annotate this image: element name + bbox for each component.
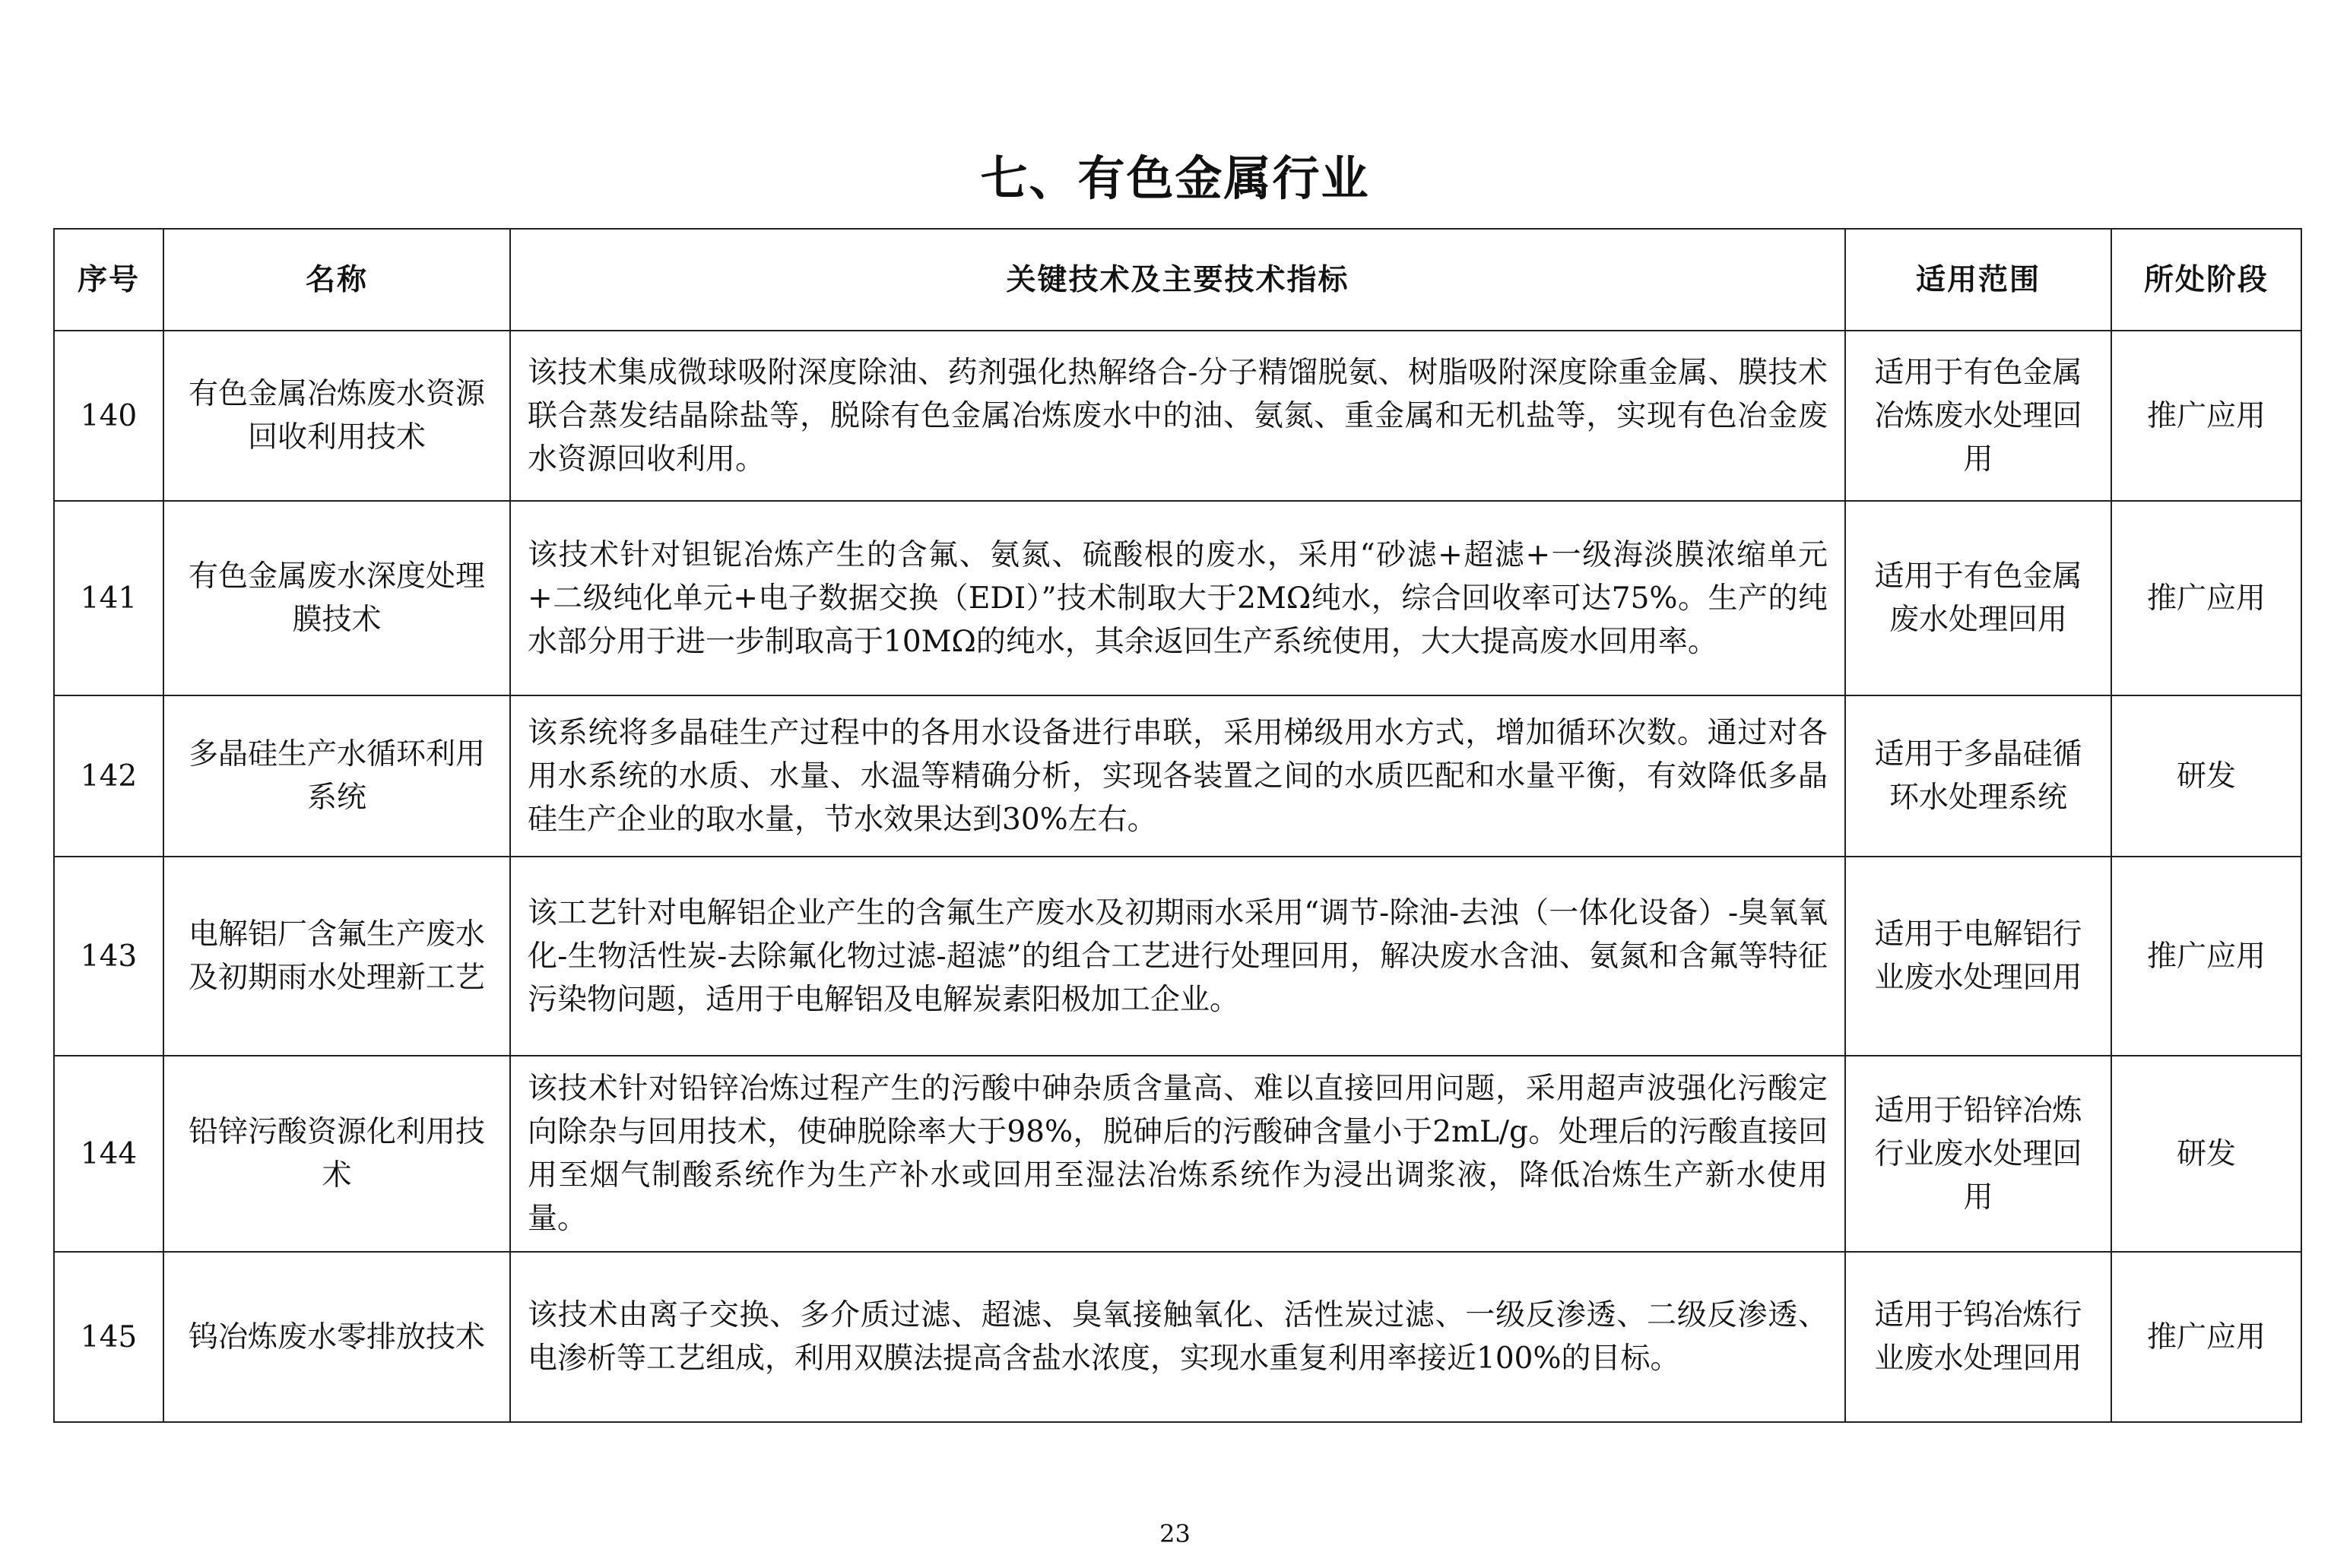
- row-seq: 140: [54, 331, 163, 501]
- row-name: 铅锌污酸资源化利用技术: [163, 1056, 510, 1252]
- table-row: [54, 695, 2301, 857]
- row-seq: 141: [54, 501, 163, 695]
- header-scope: 适用范围: [1845, 229, 2111, 331]
- row-stage: 研发: [2111, 695, 2301, 857]
- row-scope: 适用于多晶硅循环水处理系统: [1845, 695, 2111, 857]
- row-seq: 144: [54, 1056, 163, 1252]
- table-row: [54, 331, 2301, 501]
- row-stage: 推广应用: [2111, 331, 2301, 501]
- row-name: 有色金属废水深度处理膜技术: [163, 501, 510, 695]
- row-description: 该技术由离子交换、多介质过滤、超滤、臭氧接触氧化、活性炭过滤、一级反渗透、二级反渗透、电渗析等工艺组成，利用双膜法提高含盐水浓度，实现水重复利用率接近100%的目标。: [510, 1252, 1845, 1422]
- row-stage: 推广应用: [2111, 501, 2301, 695]
- row-scope: 适用于有色金属冶炼废水处理回用: [1845, 331, 2111, 501]
- row-scope: 适用于铅锌冶炼行业废水处理回用: [1845, 1056, 2111, 1252]
- row-scope: 适用于钨冶炼行业废水处理回用: [1845, 1252, 2111, 1422]
- row-stage: 推广应用: [2111, 1252, 2301, 1422]
- header-name: 名称: [163, 229, 510, 331]
- row-seq: 143: [54, 857, 163, 1056]
- table-row: [54, 1252, 2301, 1422]
- page-title: 七、有色金属行业: [980, 150, 1370, 206]
- row-name: 有色金属冶炼废水资源回收利用技术: [163, 331, 510, 501]
- row-description: 该技术针对铅锌冶炼过程产生的污酸中砷杂质含量高、难以直接回用问题，采用超声波强化污酸定向除杂与回用技术，使砷脱除率大于98%，脱砷后的污酸砷含量小于2mL/g。处理后的污酸直接回用至烟气制酸系统作为生产补水或回用至湿法冶炼系统作为浸出调浆液，降低冶炼生产新水使用量。: [510, 1056, 1845, 1252]
- table-row: [54, 857, 2301, 1056]
- table-header-row: [54, 229, 2301, 331]
- row-description: 该工艺针对电解铝企业产生的含氟生产废水及初期雨水采用“调节-除油-去浊（一体化设备）-臭氧氧化-生物活性炭-去除氟化物过滤-超滤”的组合工艺进行处理回用，解决废水含油、氨氮和含氟等特征污染物问题，适用于电解铝及电解炭素阳极加工企业。: [510, 857, 1845, 1056]
- row-stage: 研发: [2111, 1056, 2301, 1252]
- row-name: 多晶硅生产水循环利用系统: [163, 695, 510, 857]
- row-name: 钨冶炼废水零排放技术: [163, 1252, 510, 1422]
- row-scope: 适用于电解铝行业废水处理回用: [1845, 857, 2111, 1056]
- row-seq: 142: [54, 695, 163, 857]
- row-description: 该系统将多晶硅生产过程中的各用水设备进行串联，采用梯级用水方式，增加循环次数。通过对各用水系统的水质、水量、水温等精确分析，实现各装置之间的水质匹配和水量平衡，有效降低多晶硅生产企业的取水量，节水效果达到30%左右。: [510, 695, 1845, 857]
- header-seq: 序号: [54, 229, 163, 331]
- header-key-tech: 关键技术及主要技术指标: [510, 229, 1845, 331]
- row-name: 电解铝厂含氟生产废水及初期雨水处理新工艺: [163, 857, 510, 1056]
- row-description: 该技术集成微球吸附深度除油、药剂强化热解络合-分子精馏脱氨、树脂吸附深度除重金属、膜技术联合蒸发结晶除盐等，脱除有色金属冶炼废水中的油、氨氮、重金属和无机盐等，实现有色冶金废水资源回收利用。: [510, 331, 1845, 501]
- table-row: [54, 1056, 2301, 1252]
- row-description: 该技术针对钽铌冶炼产生的含氟、氨氮、硫酸根的废水，采用“砂滤+超滤+一级海淡膜浓缩单元+二级纯化单元+电子数据交换（EDI）”技术制取大于2MΩ纯水，综合回收率可达75%。生产的纯水部分用于进一步制取高于10MΩ的纯水，其余返回生产系统使用，大大提高废水回用率。: [510, 501, 1845, 695]
- technology-table: [53, 228, 2302, 1423]
- row-seq: 145: [54, 1252, 163, 1422]
- page-number: 23: [1159, 1519, 1191, 1548]
- header-stage: 所处阶段: [2111, 229, 2301, 331]
- table-row: [54, 501, 2301, 695]
- row-stage: 推广应用: [2111, 857, 2301, 1056]
- row-scope: 适用于有色金属废水处理回用: [1845, 501, 2111, 695]
